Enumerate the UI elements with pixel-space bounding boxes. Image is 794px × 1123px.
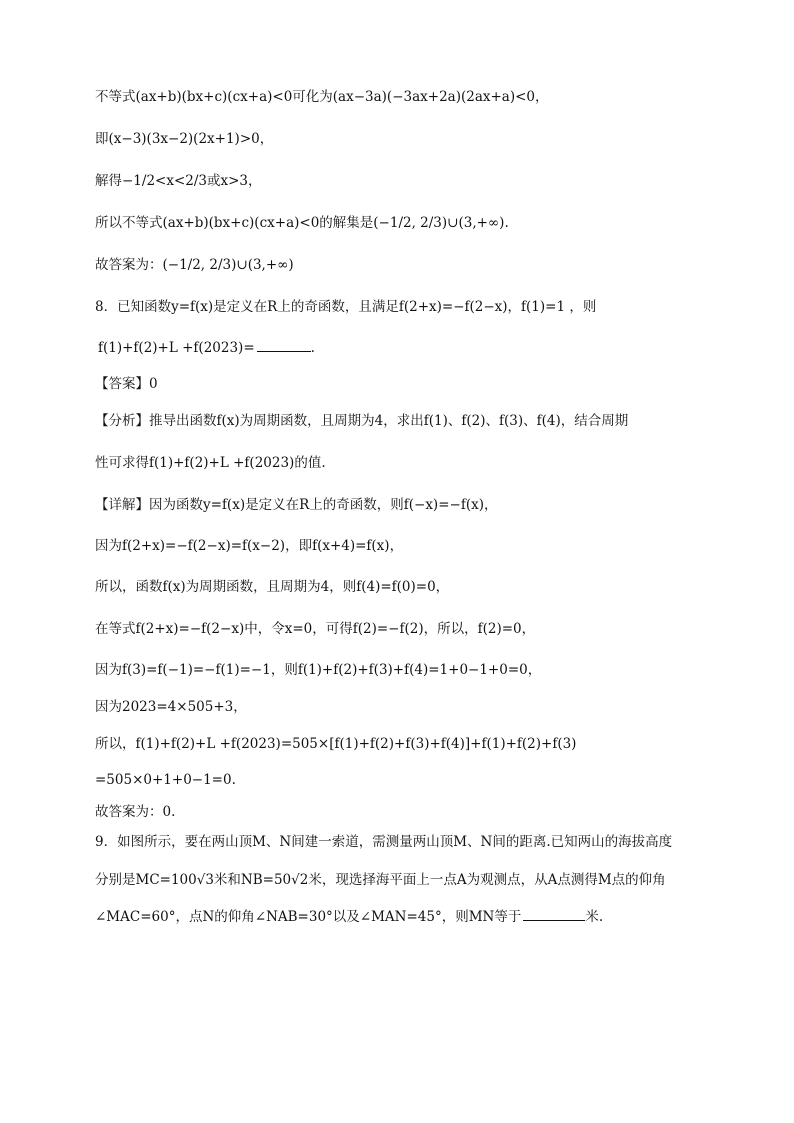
q8-analysis-line-1: 【分析】推导出函数f(x)为周期函数，且周期为4，求出f(1)、f(2)、f(3)、f(4)，结合周期 bbox=[95, 413, 629, 429]
q8-stem-period: . bbox=[310, 340, 315, 356]
q9-stem-unit: 米. bbox=[585, 909, 604, 925]
q8-detail-line-8: =505×0+1+0−1=0. bbox=[95, 772, 236, 788]
q8-detail-line-3: 所以，函数f(x)为周期函数，且周期为4，则f(4)=f(0)=0， bbox=[95, 579, 450, 595]
prev-solution-line-3: 解得−1/2<x<2/3或x>3， bbox=[95, 173, 262, 189]
q9-answer-blank bbox=[523, 906, 585, 921]
q9-stem-text: ∠MAC=60°，点N的仰角∠NAB=30°以及∠MAN=45°，则MN等于 bbox=[95, 909, 522, 925]
q8-answer: 【答案】0 bbox=[95, 376, 158, 392]
q8-detail-line-6: 因为2023=4×505+3， bbox=[95, 699, 247, 715]
q9-stem-line-3 bbox=[95, 906, 603, 928]
prev-solution-line-5: 故答案为：(−1/2, 2/3)∪(3,+∞) bbox=[95, 257, 294, 273]
q8-stem-text: f(1)+f(2)+L +f(2023)= bbox=[98, 340, 255, 356]
prev-solution-line-1: 不等式(ax+b)(bx+c)(cx+a)<0可化为(ax−3a)(−3ax+2a)(2ax+a)<0， bbox=[95, 89, 549, 105]
q8-stem-line-1: 8．已知函数y=f(x)是定义在R上的奇函数，且满足f(2+x)=−f(2−x)，f(1)=1 ，则 bbox=[95, 299, 597, 315]
q8-answer-blank bbox=[257, 337, 311, 352]
q8-stem-line-2 bbox=[98, 337, 315, 359]
q8-detail-line-7: 所以，f(1)+f(2)+L +f(2023)=505×[f(1)+f(2)+f(3)+f(4)]+f(1)+f(2)+f(3) bbox=[95, 736, 577, 752]
q8-analysis-line-2: 性可求得f(1)+f(2)+L +f(2023)的值. bbox=[95, 455, 326, 471]
q9-stem-line-1: 9．如图所示，要在两山顶M、N间建一索道，需测量两山顶M、N间的距离.已知两山的海拔高度 bbox=[95, 834, 673, 850]
q8-detail-line-2: 因为f(2+x)=−f(2−x)=f(x−2)，即f(x+4)=f(x)， bbox=[95, 538, 404, 554]
prev-solution-line-2: 即(x−3)(3x−2)(2x+1)>0， bbox=[95, 131, 274, 147]
prev-solution-line-4: 所以不等式(ax+b)(bx+c)(cx+a)<0的解集是(−1/2, 2/3)∪(3,+∞). bbox=[95, 215, 509, 231]
q9-stem-line-2: 分别是MC=100√3米和NB=50√2米，现选择海平面上一点A为观测点，从A点测得M点的仰角 bbox=[95, 872, 666, 888]
q8-detail-line-1: 【详解】因为函数y=f(x)是定义在R上的奇函数，则f(−x)=−f(x)， bbox=[95, 497, 498, 513]
q8-detail-line-5: 因为f(3)=f(−1)=−f(1)=−1，则f(1)+f(2)+f(3)+f(4)=1+0−1+0=0， bbox=[95, 662, 542, 678]
q8-final-answer: 故答案为：0. bbox=[95, 804, 176, 820]
q8-detail-line-4: 在等式f(2+x)=−f(2−x)中，令x=0，可得f(2)=−f(2)，所以，f(2)=0， bbox=[95, 621, 536, 637]
